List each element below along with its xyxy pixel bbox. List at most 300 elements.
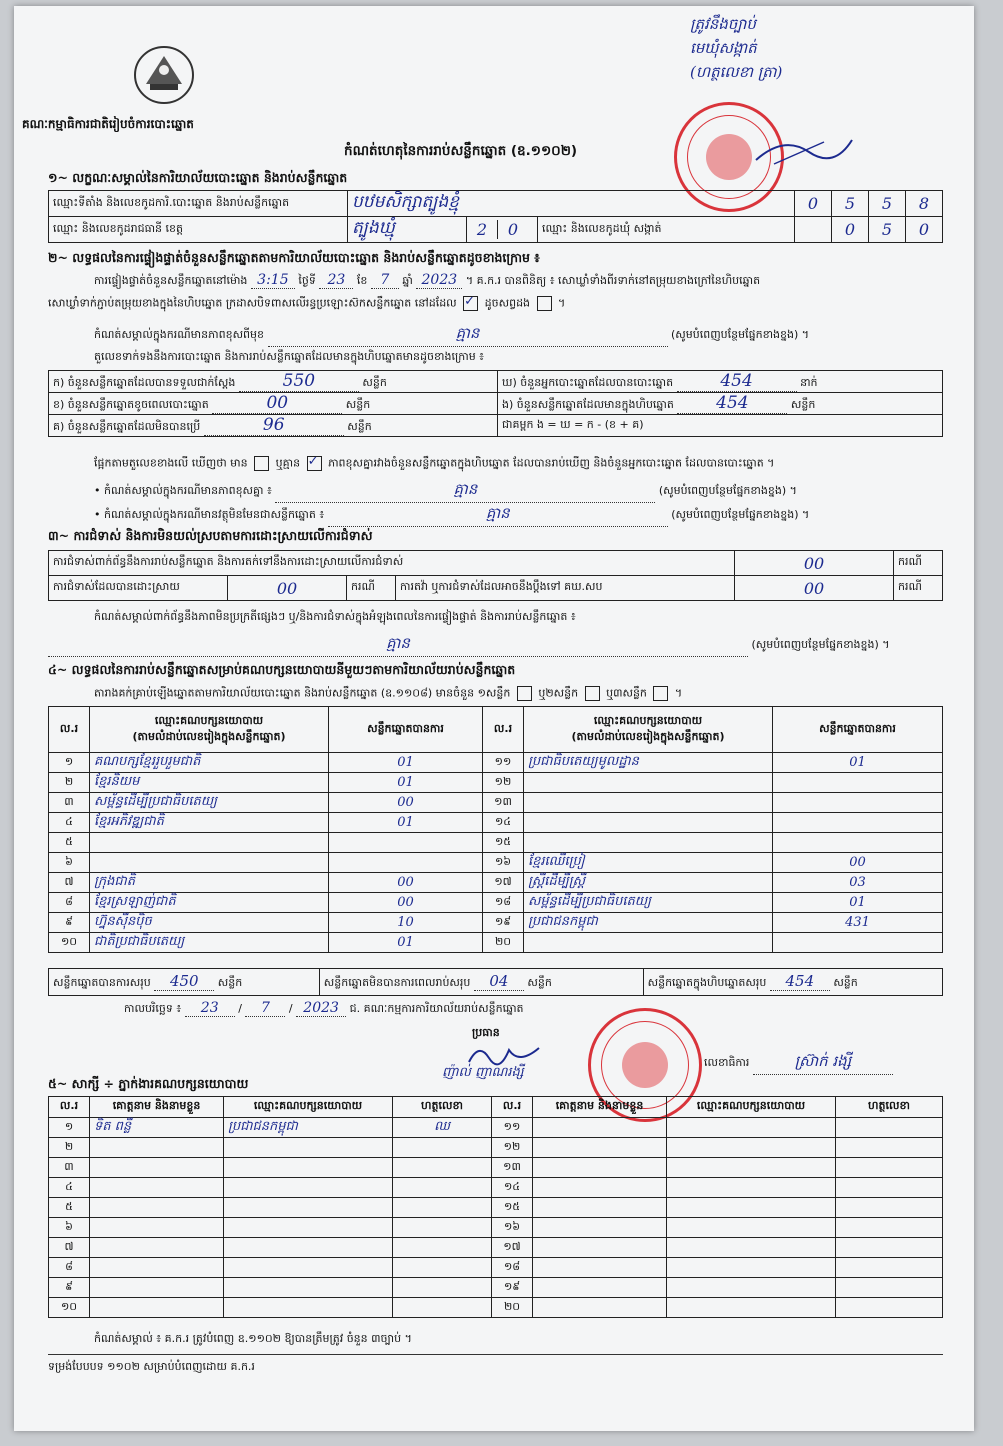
witness-row	[49, 1218, 943, 1238]
irregularities-note-line	[48, 634, 890, 657]
handwritten-line-2: មេឃុំសង្កាត់	[690, 39, 757, 57]
witness-signature	[393, 1198, 492, 1218]
col-no: ល.រ	[49, 1097, 90, 1118]
row-no: ៧	[49, 1238, 90, 1258]
witness-party	[667, 1178, 836, 1198]
party-name: ក្រុងជាតិ	[90, 873, 329, 893]
party-name	[524, 773, 773, 793]
witness-name	[533, 1238, 667, 1258]
party-votes: 00	[329, 893, 483, 913]
form-page	[14, 6, 974, 1431]
col-no: ល.រ	[483, 707, 524, 753]
witness-name	[90, 1238, 224, 1258]
row-no: ១៨	[483, 893, 524, 913]
col-party-sub: (តាមលំដាប់លេខរៀងក្នុងសន្លឹកឆ្នោត)	[132, 729, 286, 743]
appeal-label: ការតវ៉ា ឬការជំទាស់ដែលអាចនឹងប្តឹងទៅ គឃ.សប	[396, 576, 735, 601]
commune-code-digit: 0	[832, 217, 869, 243]
col-name: គោត្តនាម និងនាមខ្លួន	[90, 1097, 224, 1118]
three-sheets-checkbox[interactable]	[653, 686, 668, 701]
witness-name	[533, 1158, 667, 1178]
month-value: 7	[371, 272, 399, 289]
row-no: ២០	[483, 933, 524, 953]
voters-value: 454	[677, 371, 797, 392]
row-no: ១១	[492, 1118, 533, 1138]
row-no: ៥	[49, 1198, 90, 1218]
col-votes: សន្លឹកឆ្នោតបានការ	[773, 707, 943, 753]
row-no: ៨	[49, 1258, 90, 1278]
witness-signature	[836, 1158, 943, 1178]
party-name: ខ្មែរស្រឡាញ់ជាតិ	[90, 893, 329, 913]
row-no: ៦	[49, 853, 90, 873]
invalid-total-value: 04	[474, 972, 524, 991]
party-name: ជាតិប្រជាធិបតេយ្យ	[90, 933, 329, 953]
two-sheets-label: ឬ២សន្លឹក	[538, 686, 579, 700]
unit: សន្លឹក	[345, 398, 371, 411]
party-name: ប្រជាជនកម្ពុជា	[524, 913, 773, 933]
row-no: ១	[49, 753, 90, 773]
date-label: កាលបរិច្ឆេទ ៖	[124, 1002, 182, 1015]
witness-signature: ឈ	[393, 1118, 492, 1138]
party-name	[524, 833, 773, 853]
seal-check-line-2: សោឃ្លាំទាក់ភ្ជាប់តម្រុយខាងក្នុងនៃហិបឆ្នោត ក្រដាសបិទពាសលើរន្ធប្រឡោះស៊កសន្លឹកឆ្នោត នៅដដែល ✓ ដូចសព្វដង ។	[48, 296, 565, 313]
valid-total-label: សន្លឹកឆ្នោតបានការសរុប	[53, 976, 151, 989]
row-no: ៤	[49, 813, 90, 833]
witness-party	[667, 1118, 836, 1138]
witness-row	[49, 1158, 943, 1178]
valid-total-value: 450	[154, 972, 214, 991]
witness-name	[533, 1278, 667, 1298]
time-label: ការផ្ទៀងផ្ទាត់ចំនួនសន្លឹកឆ្នោតនៅម៉ោង	[94, 274, 248, 287]
party-votes	[773, 813, 943, 833]
party-name	[524, 933, 773, 953]
province-code-digit: 0	[507, 220, 519, 239]
party-votes	[773, 793, 943, 813]
witness-name	[90, 1198, 224, 1218]
col-no: ល.រ	[492, 1097, 533, 1118]
witness-party	[224, 1258, 393, 1278]
results-row	[49, 873, 943, 893]
day-label: ថ្ងៃទី	[298, 274, 316, 287]
committee-name: គណៈកម្មាធិការជាតិរៀបចំការបោះឆ្នោត	[22, 117, 194, 131]
voters-label: ឃ) ចំនួនអ្នកបោះឆ្នោតដែលបានបោះឆ្នោត	[502, 376, 674, 389]
location-code-digit: 5	[832, 191, 869, 217]
two-sheets-checkbox[interactable]	[585, 686, 600, 701]
in-box-value: 454	[677, 393, 787, 414]
spoiled-label: ខ) ចំនួនសន្លឹកឆ្នោតខូចពេលបោះឆ្នោត	[53, 398, 209, 411]
results-table	[48, 706, 943, 953]
party-name	[90, 853, 329, 873]
row-no: ១៣	[483, 793, 524, 813]
row-no: ១១	[483, 753, 524, 773]
witness-party	[667, 1238, 836, 1258]
fill-hint: (សូមបំពេញបន្ថែមផ្នែកខាងខ្នង) ។	[671, 508, 810, 521]
chair-name: ញ៉ាល់ ញាណរង្សី	[442, 1065, 524, 1080]
col-party	[90, 707, 329, 753]
invalid-total-label: សន្លឹកឆ្នោតមិនបានការពេលរាប់សរុប	[323, 976, 471, 989]
row-no: ១៨	[492, 1258, 533, 1278]
section3-title: ៣~ ការជំទាស់ និងការមិនយល់ស្របតាមការដោះស្រាយលើការជំទាស់	[48, 528, 373, 543]
col-party-title: ឈ្មោះគណបក្សនយោបាយ	[593, 713, 703, 727]
section5-title: ៥~ សាក្សី ÷ ភ្នាក់ងារគណបក្សនយោបាយ	[48, 1076, 249, 1091]
secretary-line	[704, 1052, 893, 1075]
received-label: ក) ចំនួនសន្លឹកឆ្នោតដែលបានទទួលជាក់ស្តែង	[53, 376, 236, 389]
unit: សន្លឹក	[347, 420, 372, 433]
witness-row	[49, 1258, 943, 1278]
commune-code-digit: 0	[906, 217, 943, 243]
party-votes: 01	[329, 773, 483, 793]
unused-value: 96	[204, 415, 344, 436]
footer-divider	[48, 1354, 943, 1355]
results-row	[49, 793, 943, 813]
witness-name	[533, 1298, 667, 1318]
irregularities-note-value: គ្មាន	[48, 634, 748, 657]
witness-party	[667, 1218, 836, 1238]
row-no: ៧	[49, 873, 90, 893]
col-no: ល.រ	[49, 707, 90, 753]
complaints-table	[48, 550, 943, 601]
row-no: ២	[49, 773, 90, 793]
witness-party	[224, 1218, 393, 1238]
unit: ករណី	[894, 551, 943, 576]
form-title: កំណត់ហេតុនៃការរាប់សន្លឹកឆ្នោត (ឧ.១១០២)	[344, 143, 578, 159]
location-code-digit: 0	[795, 191, 832, 217]
difference-note-value: គ្មាន	[268, 324, 668, 347]
witness-signature	[836, 1278, 943, 1298]
date-month: 7	[245, 1000, 285, 1017]
fill-hint: (សូមបំពេញបន្ថែមផ្នែកខាងខ្នង) ។	[658, 484, 797, 497]
witness-signature	[836, 1258, 943, 1278]
row-no: ១៣	[492, 1158, 533, 1178]
party-name: ខ្មែរអភិវឌ្ឍជាតិ	[90, 813, 329, 833]
province-code-digit: 2	[467, 220, 498, 239]
handwritten-line-1: ត្រូវនឹងច្បាប់	[690, 15, 756, 33]
different-checkbox[interactable]	[537, 296, 552, 311]
row-no: ១០	[49, 1298, 90, 1318]
difference-note-label: កំណត់សម្គាល់ក្នុងករណីមានភាពខុសពីមុខ	[94, 328, 264, 341]
commune-code-empty	[795, 217, 832, 243]
party-votes: 01	[773, 753, 943, 773]
party-votes: 03	[773, 873, 943, 893]
row-no: ១៥	[492, 1198, 533, 1218]
party-votes: 10	[329, 913, 483, 933]
col-sign: ហត្ថលេខា	[836, 1097, 943, 1118]
witness-signature	[393, 1178, 492, 1198]
col-party-sub: (តាមលំដាប់លេខរៀងក្នុងសន្លឹកឆ្នោត)	[571, 729, 725, 743]
day-value: 23	[319, 272, 353, 289]
row-no: ៨	[49, 893, 90, 913]
section2-title: ២~ លទ្ធផលនៃការផ្ទៀងផ្ទាត់ចំនួនសន្លឹកឆ្នោតតាមការិយាល័យបោះឆ្នោត និងរាប់សន្លឹកឆ្នោតដូចខាងក្រោម ៖	[48, 250, 540, 265]
results-row	[49, 773, 943, 793]
box-total-value: 454	[770, 972, 830, 991]
seal-check-text-2: សោឃ្លាំទាក់ភ្ជាប់តម្រុយខាងក្នុងនៃហិបឆ្នោត ក្រដាសបិទពាសលើរន្ធប្រឡោះស៊កសន្លឹកឆ្នោត នៅដដែល	[48, 296, 457, 310]
section1-title: ១~ លក្ខណៈសម្គាល់នៃការិយាល័យបោះឆ្នោត និងរាប់សន្លឹកឆ្នោត	[48, 170, 348, 185]
col-votes: សន្លឹកឆ្នោតបានការ	[329, 707, 483, 753]
row-no: ១៤	[492, 1178, 533, 1198]
witness-table	[48, 1096, 943, 1318]
same-checkbox[interactable]	[463, 296, 478, 311]
witness-row	[49, 1198, 943, 1218]
col-party-title: ឈ្មោះគណបក្សនយោបាយ	[154, 713, 264, 727]
witness-row	[49, 1278, 943, 1298]
party-votes: 00	[329, 793, 483, 813]
witness-party	[224, 1278, 393, 1298]
col-party	[524, 707, 773, 753]
party-name: សម្ព័ន្ធដើម្បីប្រជាធិបតេយ្យ	[90, 793, 329, 813]
witness-party	[224, 1198, 393, 1218]
row-no: ១	[49, 1118, 90, 1138]
compare-line	[94, 456, 774, 473]
row-no: ១៦	[492, 1218, 533, 1238]
spoiled-value: 00	[212, 393, 342, 414]
col-party: ឈ្មោះគណបក្សនយោបាយ	[667, 1097, 836, 1118]
party-votes	[773, 833, 943, 853]
year-label: ឆ្នាំ	[402, 274, 413, 287]
note-diff-line	[94, 480, 797, 503]
party-votes	[329, 853, 483, 873]
witness-signature	[393, 1278, 492, 1298]
no-difference-label: ឬគ្មាន	[275, 456, 301, 470]
verification-line	[94, 272, 964, 290]
witness-party: ប្រជាជនកម្ពុជា	[224, 1118, 393, 1138]
witness-signature	[393, 1218, 492, 1238]
witness-party	[224, 1238, 393, 1258]
witness-row	[49, 1298, 943, 1318]
unit: សន្លឹក	[217, 976, 243, 989]
witness-party	[667, 1298, 836, 1318]
date-year: 2023	[296, 1000, 346, 1017]
totals-row	[48, 968, 943, 996]
unit: សន្លឹក	[833, 976, 858, 989]
row-no: ១៤	[483, 813, 524, 833]
witness-name	[90, 1218, 224, 1238]
witness-signature	[836, 1218, 943, 1238]
complaints-label: ការជំទាស់ពាក់ព័ន្ធនឹងការរាប់សន្លឹកឆ្នោត និងការតក់ទៅនឹងការដោះស្រាយលើការជំទាស់	[49, 551, 735, 576]
results-row	[49, 853, 943, 873]
compare-rest: ភាពខុសគ្នារវាងចំនួនសន្លឹកឆ្នោតក្នុងហិបឆ្នោត ដែលបានរាប់ឃើញ និងចំនួនអ្នកបោះឆ្នោត ដែលបានបោះឆ្នោត ។	[328, 456, 775, 470]
location-code-digit: 5	[869, 191, 906, 217]
province-value: ត្បូងឃ្មុំ	[348, 217, 467, 243]
witness-signature	[836, 1138, 943, 1158]
witness-name	[533, 1258, 667, 1278]
witness-row	[49, 1178, 943, 1198]
party-votes	[773, 933, 943, 953]
party-name: ប្រជាធិបតេយ្យមូលដ្ឋាន	[524, 753, 773, 773]
date-day: 23	[185, 1000, 235, 1017]
witness-name	[533, 1138, 667, 1158]
commune-label: ឈ្មោះ និងលេខកូដឃុំ សង្កាត់	[538, 217, 795, 243]
formula-label: ជាគម្ពក ង = ឃ = ក - (ខ + គ)	[502, 417, 644, 431]
witness-row	[49, 1238, 943, 1258]
secretary-name: ស្រ៊ាក់ រង្សី	[753, 1052, 893, 1075]
witness-signature	[393, 1158, 492, 1178]
row-no: ៩	[49, 1278, 90, 1298]
party-name	[90, 833, 329, 853]
unit: នាក់	[800, 376, 818, 389]
difference-note-line	[94, 324, 809, 347]
party-name: សម្ព័ន្ធដើម្បីប្រជាធិបតេយ្យ	[524, 893, 773, 913]
party-votes: 431	[773, 913, 943, 933]
witness-name	[90, 1258, 224, 1278]
party-votes: 01	[329, 813, 483, 833]
witness-party	[667, 1158, 836, 1178]
in-box-label: ង) ចំនួនសន្លឹកឆ្នោតដែលមានក្នុងហិបឆ្នោត	[502, 398, 674, 411]
row-no: ១២	[483, 773, 524, 793]
party-name: ស្រ្តីដើម្បីស្រ្តី	[524, 873, 773, 893]
witness-name	[533, 1178, 667, 1198]
results-row	[49, 933, 943, 953]
handwritten-line-3: (ហត្ថលេខា ត្រា)	[690, 63, 783, 81]
location-code-digit: 8	[906, 191, 943, 217]
row-no: ៩	[49, 913, 90, 933]
province-code	[467, 217, 538, 243]
witness-party	[667, 1278, 836, 1298]
party-votes: 01	[329, 753, 483, 773]
row-no: ១៩	[492, 1278, 533, 1298]
col-party: ឈ្មោះគណបក្សនយោបាយ	[224, 1097, 393, 1118]
note-evidence-value: គ្មាន	[328, 504, 668, 527]
results-row	[49, 813, 943, 833]
witness-signature	[836, 1118, 943, 1138]
witness-name: ទិត ពន្លឺ	[90, 1118, 224, 1138]
year-value: 2023	[416, 272, 462, 289]
witness-name	[90, 1278, 224, 1298]
witness-signature	[393, 1138, 492, 1158]
party-name: ខ្មែរនិយម	[90, 773, 329, 793]
row-no: ៣	[49, 1158, 90, 1178]
row-no: ២០	[492, 1298, 533, 1318]
tally-sheet-line: តារាងគក់គ្រាប់ឡើងឆ្នោតតាមការិយាល័យបោះឆ្នោត និងរាប់សន្លឹកឆ្នោត (ឧ.១១០៨) មានចំនួន ១សន្លឹក ឬ២សន្លឹក ឬ៣សន្លឹក ។	[94, 686, 683, 700]
seal-check-text: ។ គ.ក.រ បានពិនិត្យ ៖ សោឃ្លាំទាំងពីរទាក់នៅតម្រុយខាងក្រៅនៃហិបឆ្នោត	[465, 274, 761, 287]
witness-name	[90, 1178, 224, 1198]
box-total-label: សន្លឹកឆ្នោតក្នុងហិបឆ្នោតសរុប	[647, 976, 767, 989]
signature-top-icon	[754, 130, 854, 170]
witness-signature	[836, 1238, 943, 1258]
witness-name	[90, 1158, 224, 1178]
results-row	[49, 753, 943, 773]
unit: សន្លឹក	[362, 376, 387, 389]
witness-party	[667, 1258, 836, 1278]
unit: សន្លឹក	[790, 398, 816, 411]
row-no: ៣	[49, 793, 90, 813]
location-value: បឋមសិក្សាត្បូងខ្មុំ	[348, 191, 795, 217]
party-name: ខ្មែរឈើប្រៀ	[524, 853, 773, 873]
note-diff-label: • កំណត់សម្គាល់ក្នុងករណីមានភាពខុសគ្នា ៖	[94, 484, 272, 497]
witness-signature	[836, 1298, 943, 1318]
row-no: ១៩	[483, 913, 524, 933]
col-name: គោត្តនាម និងនាមខ្លួន	[533, 1097, 667, 1118]
party-name	[524, 813, 773, 833]
month-label: ខែ	[356, 274, 368, 287]
witness-name	[533, 1198, 667, 1218]
party-name	[524, 793, 773, 813]
unused-label: គ) ចំនួនសន្លឹកឆ្នោតដែលមិនបានប្រើ	[53, 420, 201, 433]
commune-code-digit: 5	[869, 217, 906, 243]
witness-name	[90, 1298, 224, 1318]
secretary-label: លេខាធិការ	[704, 1056, 750, 1069]
time-value: 3:15	[251, 272, 295, 289]
row-no: ១២	[492, 1138, 533, 1158]
witness-party	[667, 1138, 836, 1158]
row-no: ៥	[49, 833, 90, 853]
party-name: ហ្វ៊ុនស៊ីនប៉ិច	[90, 913, 329, 933]
compare-text: ផ្អែកតាមតួលេខខាងលើ ឃើញថា មាន	[94, 456, 248, 470]
party-votes: 00	[329, 873, 483, 893]
has-difference-checkbox[interactable]	[254, 456, 269, 471]
unit: សន្លឹក	[527, 976, 552, 989]
party-votes	[773, 773, 943, 793]
chair-label: ប្រធាន	[472, 1026, 500, 1039]
row-no: ៦	[49, 1218, 90, 1238]
resolved-label: ការជំទាស់ដែលបានដោះស្រាយ	[49, 576, 228, 601]
fill-hint: (សូមបំពេញបន្ថែមផ្នែកខាងខ្នង) ។	[751, 638, 890, 651]
witness-signature	[393, 1258, 492, 1278]
witness-name	[533, 1218, 667, 1238]
irregularities-note-label: កំណត់សម្គាល់ពាក់ព័ន្ធនឹងភាពមិនប្រក្រតីផ្សេងៗ ឬ/និងការជំទាស់ក្នុងអំឡុងពេលនៃការផ្ទៀងផ្ទាត់ និងការរាប់សន្លឹកឆ្នោត ៖	[94, 610, 576, 623]
province-label: ឈ្មោះ និងលេខកូដរាជធានី ខេត្ត	[49, 217, 348, 243]
witness-name	[90, 1138, 224, 1158]
row-no: ១៦	[483, 853, 524, 873]
section4-title: ៤~ លទ្ធផលនៃការរាប់សន្លឹកឆ្នោតសម្រាប់គណបក្សនយោបាយនីមួយៗតាមការិយាល័យរាប់សន្លឹកឆ្នោត	[48, 662, 516, 677]
witness-row	[49, 1118, 943, 1138]
fill-hint: (សូមបំពេញបន្ថែមផ្នែកខាងខ្នង) ។	[671, 328, 810, 341]
row-no: ២	[49, 1138, 90, 1158]
no-difference-checkbox[interactable]	[307, 456, 322, 471]
witness-name	[533, 1118, 667, 1138]
handwritten-certification	[690, 12, 782, 84]
note-evidence-line	[94, 504, 809, 527]
witness-party	[224, 1298, 393, 1318]
results-row	[49, 893, 943, 913]
witness-signature	[393, 1238, 492, 1258]
party-name: គណបក្សខ្មែររួបរួមជាតិ	[90, 753, 329, 773]
note-diff-value: គ្មាន	[275, 480, 655, 503]
row-no: ១០	[49, 933, 90, 953]
witness-party	[667, 1198, 836, 1218]
tally-intro: តារាងគក់គ្រាប់ឡើងឆ្នោតតាមការិយាល័យបោះឆ្នោត និងរាប់សន្លឹកឆ្នោត (ឧ.១១០៨) មានចំនួន ១សន្លឹក	[94, 686, 511, 700]
unit: ករណី	[347, 576, 396, 601]
nec-logo-icon	[132, 44, 196, 106]
witness-party	[224, 1158, 393, 1178]
witness-signature	[836, 1198, 943, 1218]
one-sheet-checkbox[interactable]	[517, 686, 532, 701]
three-sheets-label: ឬ៣សន្លឹក	[606, 686, 647, 700]
received-value: 550	[239, 371, 359, 392]
results-row	[49, 913, 943, 933]
party-votes: 01	[329, 933, 483, 953]
party-votes: 01	[773, 893, 943, 913]
unit: ករណី	[894, 576, 943, 601]
footnote: កំណត់សម្គាល់ ៖ គ.ក.រ ត្រូវបំពេញ ឧ.១១០២ ឱ្យបានត្រឹមត្រូវ ចំនួន ៣ច្បាប់ ។	[94, 1332, 412, 1345]
col-sign: ហត្ថលេខា	[393, 1097, 492, 1118]
results-row	[49, 833, 943, 853]
witness-party	[224, 1138, 393, 1158]
witness-party	[224, 1178, 393, 1198]
form-footer: ទម្រង់បែបបទ ១១០២ សម្រាប់បំពេញដោយ គ.ក.រ	[48, 1360, 255, 1373]
location-label: ឈ្មោះទីតាំង និងលេខកូដការិ.បោះឆ្នោត និងរាប់សន្លឹកឆ្នោត	[49, 191, 348, 217]
resolved-value: 00	[228, 576, 347, 601]
ballot-count-table	[48, 370, 943, 437]
party-votes	[329, 833, 483, 853]
witness-signature	[393, 1298, 492, 1318]
signed-by: ជ. គណៈកម្មការការិយាល័យរាប់សន្លឹកឆ្នោត	[349, 1002, 524, 1015]
row-no: ១៧	[492, 1238, 533, 1258]
note-evidence-label: • កំណត់សម្គាល់ក្នុងករណីមានវត្ថុមិនមែនជាសន្លឹកឆ្នោត ៖	[94, 508, 325, 521]
row-no: ៤	[49, 1178, 90, 1198]
complaints-value: 00	[735, 551, 894, 576]
same-option-label: ដូចសព្វដង	[484, 296, 531, 310]
party-votes: 00	[773, 853, 943, 873]
appeal-value: 00	[735, 576, 894, 601]
